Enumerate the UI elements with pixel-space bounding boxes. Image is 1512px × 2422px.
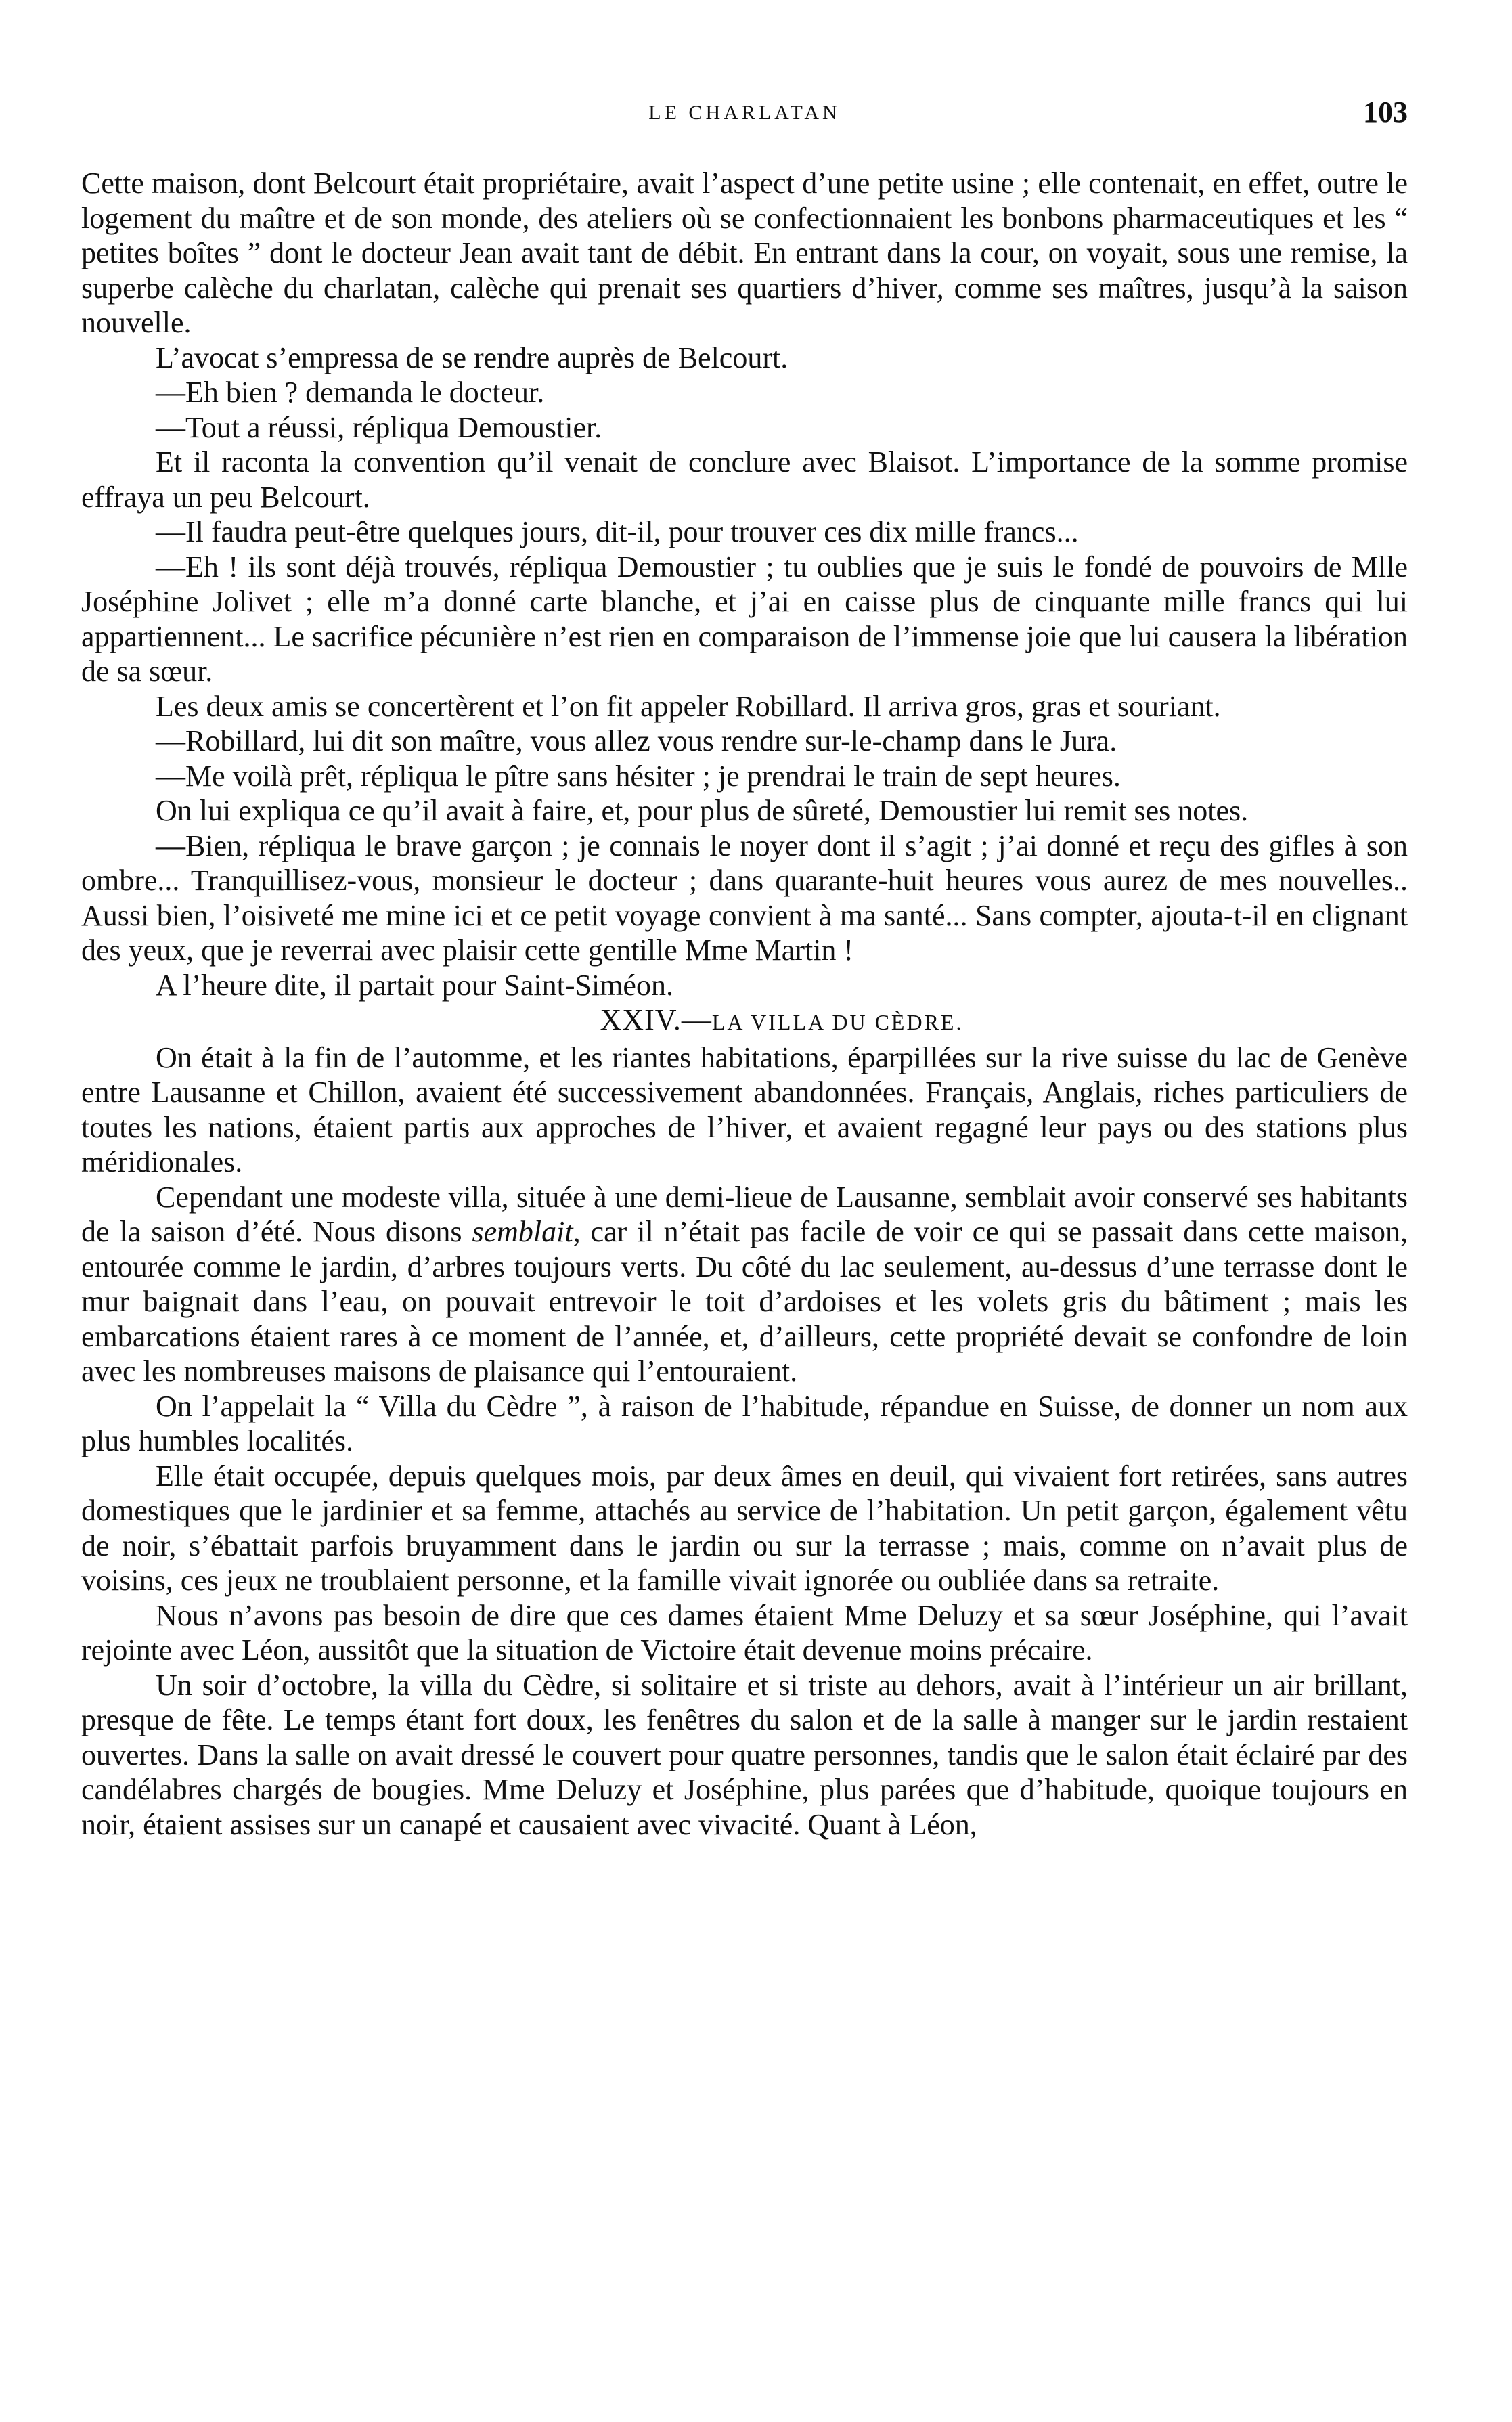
paragraph: —Robillard, lui dit son maître, vous allez vous rendre sur-le-champ dans le Jura. xyxy=(156,724,1117,757)
chapter-heading xyxy=(81,1003,1408,1040)
paragraph: Les deux amis se concertèrent et l’on fit appeler Robillard. Il arriva gros, gras et souriant. xyxy=(156,689,1221,723)
running-title: LE CHARLATAN xyxy=(648,102,841,124)
page-number: 103 xyxy=(1363,95,1408,129)
paragraph: —Tout a réussi, répliqua Demoustier. xyxy=(156,410,602,444)
chapter-number: XXIV.— xyxy=(600,1003,712,1036)
paragraph: A l’heure dite, il partait pour Saint-Siméon. xyxy=(156,968,673,1002)
emphasis-text: semblait xyxy=(472,1215,573,1248)
paragraph: Elle était occupée, depuis quelques mois, par deux âmes en deuil, qui vivaient fort retirées, sans autres domestiques que le jardinier et sa femme, attachés au service de l’habitation. Un petit garçon, également vêtu de noir, s’ébattait parfois bruyamment dans le jardin ou sur la terrasse ; mais, comme on n’avait plus de voisins, ces jeux ne troublaient personne, et la famille vivait ignorée ou oubliée dans sa retraite. xyxy=(81,1459,1408,1597)
running-header xyxy=(81,87,1408,141)
paragraph: Cette maison, dont Belcourt était propriétaire, avait l’aspect d’une petite usine ; elle contenait, en effet, outre le logement du maître et de son monde, des ateliers où se confectionnaient les bonbons pharmaceutiques et les “ petites boîtes ” dont le docteur Jean avait tant de débit. En entrant dans la cour, on voyait, sous une remise, la superbe calèche du charlatan, calèche qui prenait ses quartiers d’hiver, comme ses maîtres, jusqu’à la saison nouvelle. xyxy=(81,167,1408,339)
paragraph: Nous n’avons pas besoin de dire que ces dames étaient Mme Deluzy et sa sœur Joséphine, qui l’avait rejointe avec Léon, aussitôt que la situation de Victoire était devenue moins précaire. xyxy=(81,1598,1408,1667)
paragraph-text: Cependant une modeste villa, située à une demi-lieue de Lausanne, semblait avoir conservé ses habitants de la saison d’été. Nous disons xyxy=(81,1180,1408,1248)
body-text xyxy=(81,166,1408,1842)
paragraph: —Eh bien ? demanda le docteur. xyxy=(156,376,545,409)
paragraph: On lui expliqua ce qu’il avait à faire, et, pour plus de sûreté, Demoustier lui remit ses notes. xyxy=(156,794,1249,827)
paragraph-text: , car il n’était pas facile de voir ce qui se passait dans cette maison, entourée comme le jardin, d’arbres toujours verts. Du côté du lac seulement, au-dessus d’une terrasse dont le mur baignait dans l’eau, on pouvait entrevoir le toit d’ardoises et les volets gris du bâtiment ; mais les embarcations étaient rares à ce moment de l’année, et, d’ailleurs, cette propriété devait se confondre de loin avec les nombreuses maisons de plaisance qui l’entouraient. xyxy=(81,1215,1408,1388)
chapter-title: LA VILLA DU CÈDRE. xyxy=(711,1010,964,1034)
paragraph: On était à la fin de l’automme, et les riantes habitations, éparpillées sur la rive suisse du lac de Genève entre Lausanne et Chillon, avaient été successivement abandonnées. Français, Anglais, riches particuliers de toutes les nations, étaient partis aux approches de l’hiver, et avaient regagné leur pays ou des stations plus méridionales. xyxy=(81,1040,1408,1179)
paragraph: On l’appelait la “ Villa du Cèdre ”, à raison de l’habitude, répandue en Suisse, de donner un nom aux plus humbles localités. xyxy=(81,1389,1408,1457)
paragraph: Un soir d’octobre, la villa du Cèdre, si solitaire et si triste au dehors, avait à l’intérieur un air brillant, presque de fête. Le temps étant fort doux, les fenêtres du salon et de la salle à manger sur le jardin restaient ouvertes. Dans la salle on avait dressé le couvert pour quatre personnes, tandis que le salon était éclairé par des candélabres chargés de bougies. Mme Deluzy et Joséphine, plus parées que d’habitude, quoique toujours en noir, étaient assises sur un canapé et causaient avec vivacité. Quant à Léon, xyxy=(81,1668,1408,1841)
paragraph xyxy=(81,1180,1408,1389)
paragraph: —Il faudra peut-être quelques jours, dit-il, pour trouver ces dix mille francs... xyxy=(156,515,1079,548)
paragraph: L’avocat s’empressa de se rendre auprès de Belcourt. xyxy=(156,340,788,374)
paragraph: —Eh ! ils sont déjà trouvés, répliqua Demoustier ; tu oublies que je suis le fondé de pouvoirs de Mlle Joséphine Jolivet ; elle m’a donné carte blanche, et j’ai en caisse plus de cinquante mille francs qui lui appartiennent... Le sacrifice pécunière n’est rien en comparaison de l’immense joie que lui causera la libération de sa sœur. xyxy=(81,550,1408,688)
paragraph: —Bien, répliqua le brave garçon ; je connais le noyer dont il s’agit ; j’ai donné et reçu des gifles à son ombre... Tranquillisez-vous, monsieur le docteur ; dans quarante-huit heures vous aurez de mes nouvelles.. Aussi bien, l’oisiveté me mine ici et ce petit voyage convient à ma santé... Sans compter, ajouta-t-il en clignant des yeux, que je reverrai avec plaisir cette gentille Mme Martin ! xyxy=(81,829,1408,967)
paragraph: Et il raconta la convention qu’il venait de conclure avec Blaisot. L’importance de la somme promise effraya un peu Belcourt. xyxy=(81,445,1408,514)
paragraph: —Me voilà prêt, répliqua le pître sans hésiter ; je prendrai le train de sept heures. xyxy=(156,759,1121,793)
